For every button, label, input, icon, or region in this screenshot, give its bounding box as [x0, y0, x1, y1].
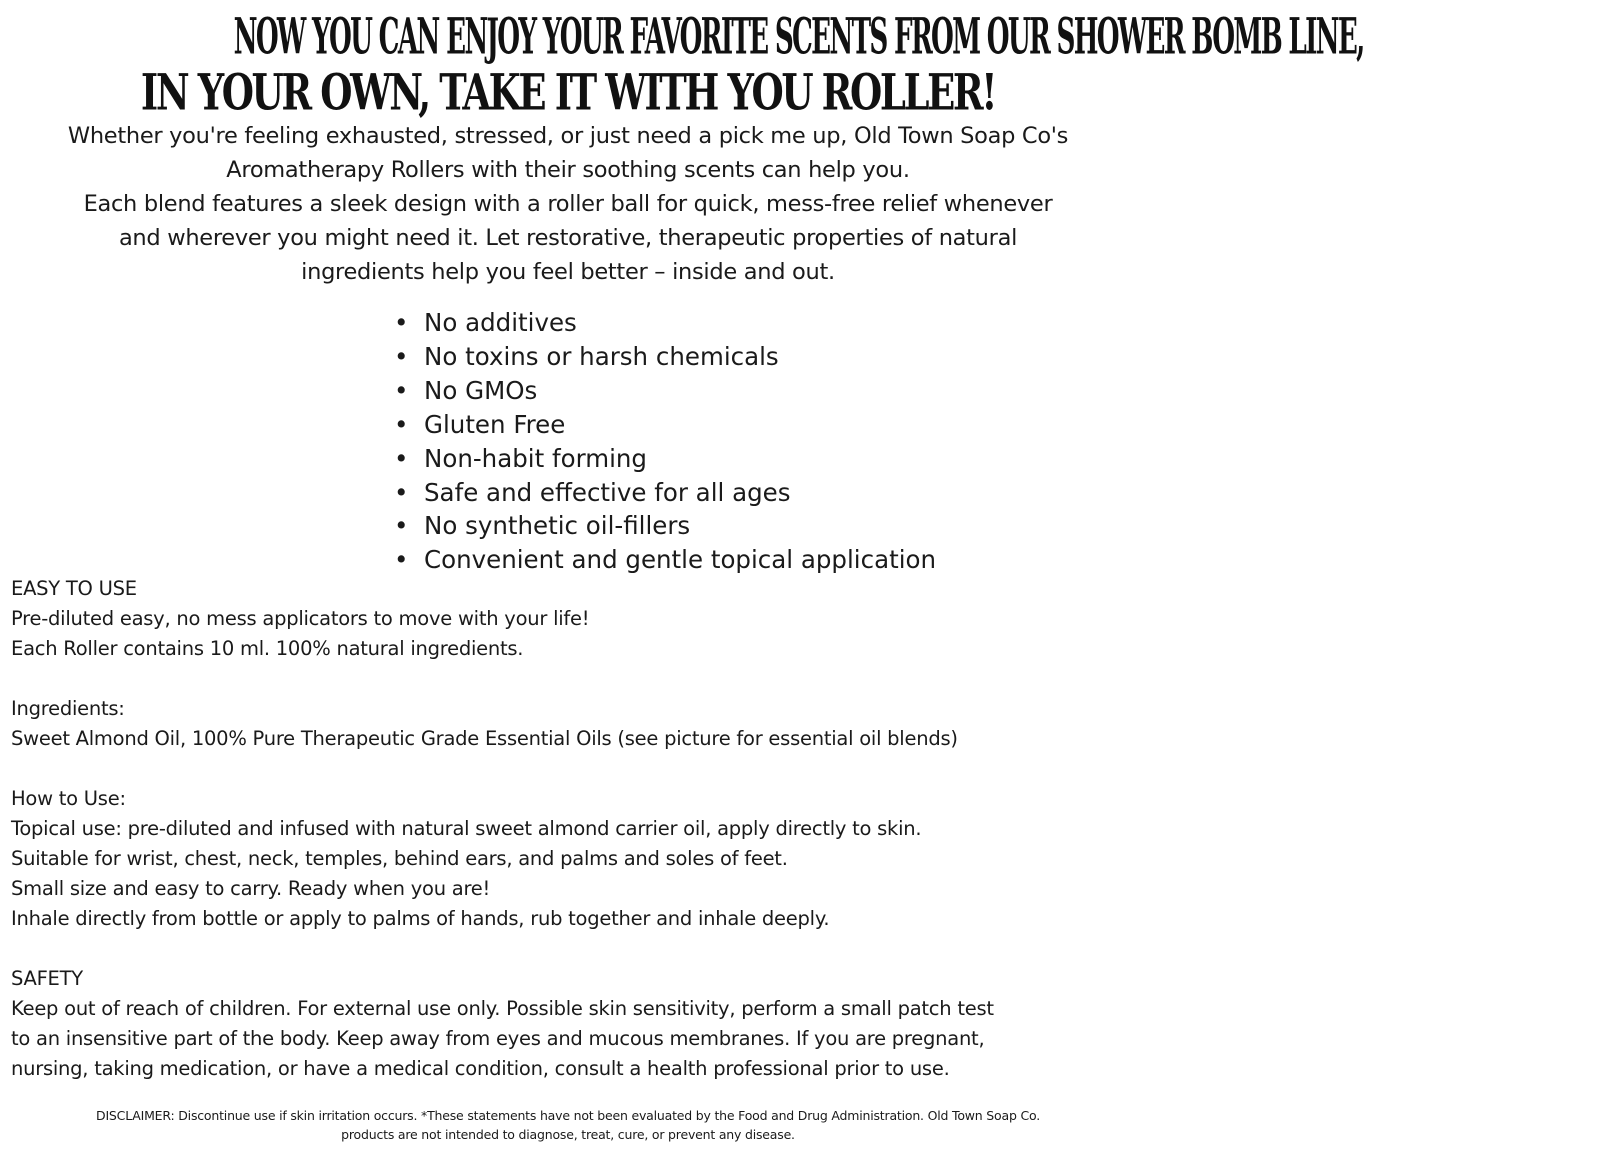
disclaimer — [0, 1106, 1136, 1144]
benefits-list — [394, 306, 936, 577]
list-item — [394, 442, 936, 476]
list-item-label: Safe and effective for all ages — [424, 477, 791, 507]
bullet-icon: • — [394, 443, 409, 473]
intro-line: and wherever you might need it. Let restorative, therapeutic properties of natural — [118, 225, 1018, 251]
how-to-use-line: Inhale directly from bottle or apply to palms of hands, rub together and inhale deeply. — [11, 907, 830, 930]
how-to-use-line: Suitable for wrist, chest, neck, temples, behind ears, and palms and soles of feet. — [11, 847, 788, 870]
bullet-icon: • — [394, 341, 409, 371]
bullet-icon: • — [394, 308, 409, 337]
list-item — [394, 476, 936, 510]
list-item-label: No synthetic oil-fillers — [424, 511, 691, 541]
list-item — [394, 306, 936, 340]
bullet-icon: • — [394, 409, 409, 439]
disclaimer-line: DISCLAIMER: Discontinue use if skin irritation occurs. *These statements have not been evaluated by the Food and Drug Administration. Old Town Soap Co. — [96, 1108, 1040, 1123]
easy-to-use-line: Each Roller contains 10 ml. 100% natural ingredients. — [11, 637, 524, 660]
easy-to-use-heading: EASY TO USE — [11, 577, 137, 600]
list-item — [394, 408, 936, 442]
ingredients-line: Sweet Almond Oil, 100% Pure Therapeutic Grade Essential Oils (see picture for essential oil blends) — [11, 727, 958, 750]
safety-line: nursing, taking medication, or have a medical condition, consult a health professional prior to use. — [11, 1057, 950, 1080]
list-item-label: Convenient and gentle topical application — [424, 545, 937, 575]
how-to-use-heading: How to Use: — [11, 787, 126, 810]
list-item-label: Gluten Free — [424, 409, 566, 439]
how-to-use-line: Small size and easy to carry. Ready when you are! — [11, 877, 491, 900]
safety-line: Keep out of reach of children. For external use only. Possible skin sensitivity, perform a small patch test — [11, 997, 994, 1020]
list-item-label: No additives — [424, 308, 577, 337]
intro-paragraph — [0, 119, 1136, 289]
bullet-icon: • — [394, 477, 409, 507]
list-item — [394, 340, 936, 374]
safety-heading: SAFETY — [11, 967, 83, 990]
list-item-label: No GMOs — [424, 375, 538, 405]
list-item — [394, 509, 936, 543]
product-details — [11, 574, 1136, 1084]
intro-line: Aromatherapy Rollers with their soothing scents can help you. — [226, 157, 910, 183]
spacer — [11, 754, 1136, 784]
bullet-icon: • — [394, 545, 409, 575]
headline-line-2: IN YOUR OWN, TAKE IT WITH YOU ROLLER! — [140, 62, 996, 122]
easy-to-use-line: Pre-diluted easy, no mess applicators to move with your life! — [11, 607, 590, 630]
spacer — [11, 664, 1136, 694]
disclaimer-line: products are not intended to diagnose, treat, cure, or prevent any disease. — [341, 1127, 795, 1142]
spacer — [11, 934, 1136, 964]
list-item — [394, 374, 936, 408]
bullet-icon: • — [394, 511, 409, 541]
bullet-icon: • — [394, 375, 409, 405]
headline-line-1: NOW YOU CAN ENJOY YOUR FAVORITE SCENTS FROM OUR SHOWER BOMB LINE, — [233, 6, 1364, 66]
list-item — [394, 543, 936, 577]
safety-line: to an insensitive part of the body. Keep away from eyes and mucous membranes. If you are pregnant, — [11, 1027, 985, 1050]
intro-line: Whether you're feeling exhausted, stressed, or just need a pick me up, Old Town Soap Co's — [67, 123, 1069, 149]
list-item-label: Non-habit forming — [424, 443, 647, 473]
intro-line: ingredients help you feel better – inside and out. — [301, 259, 835, 285]
how-to-use-line: Topical use: pre-diluted and infused with natural sweet almond carrier oil, apply directly to skin. — [11, 817, 922, 840]
intro-line: Each blend features a sleek design with a roller ball for quick, mess-free relief whenever — [83, 191, 1053, 217]
list-item-label: No toxins or harsh chemicals — [424, 341, 779, 371]
ingredients-heading: Ingredients: — [11, 697, 125, 720]
